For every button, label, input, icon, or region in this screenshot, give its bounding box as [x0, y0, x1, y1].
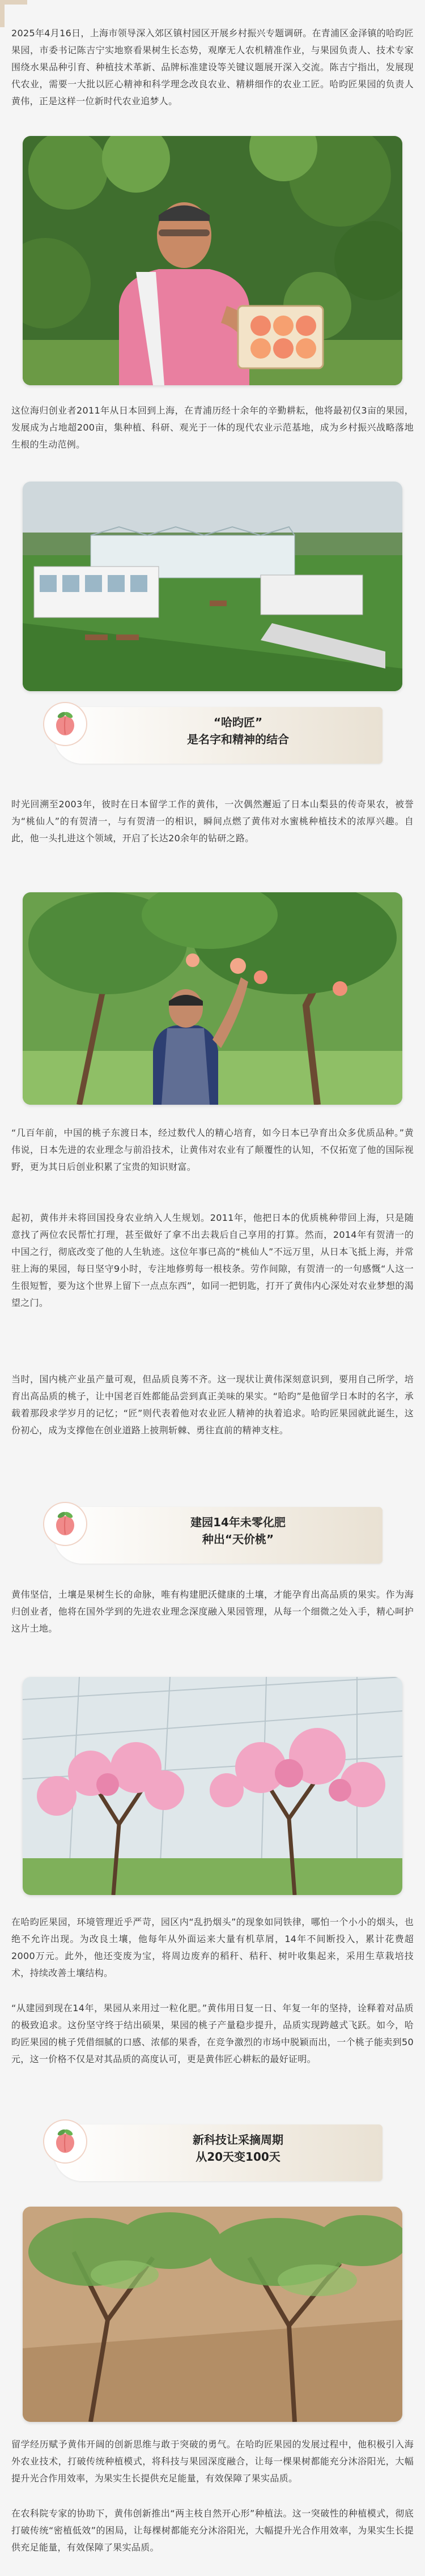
banner-line-1: 新科技让采摘周期	[193, 2133, 283, 2147]
banner-line-2: 是名字和精神的结合	[187, 733, 289, 746]
farmer-photo-illustration	[23, 136, 402, 385]
farmer-picking-peaches-photo	[23, 892, 402, 1105]
peach-icon	[42, 2119, 88, 2164]
peach-tree-canopy-photo	[23, 2207, 402, 2422]
origin-paragraph: 时光回溯至2003年，彼时在日本留学工作的黄伟，一次偶然邂逅了日本山梨县的传奇果农，被誉为“桃仙人”的有贺清一，与有贺清一的相识，瞬间点燃了黄伟对水蜜桃种植技术的浓厚兴趣。自此，他一头扎进这个领域，开启了长达20余年的钻研之路。	[11, 799, 414, 844]
turning-point-paragraph: 起初，黄伟并未将回国投身农业纳入人生规划。2011年，他把日本的优质桃种带回上海，只是随意找了两位农民帮忙打理，甚至做好了拿不出去栽后自己享用的打算。然而，2014年有贺清一的中国之行，彻底改变了他的人生轨迹。这位年事已高的“桃仙人”不远万里，从日本飞抵上海，并常驻上海的果园，每日坚守9小时，专注地修剪每一根枝条。劳作间隙，有贺清一的一句感慨“人这一生很短暂，要为这个世界上留下一点点东西”，如同一把钥匙，打开了黄伟内心深处对农业梦想的渴望之门。	[11, 1212, 414, 1308]
farmer-holding-peach-box-photo	[23, 136, 402, 385]
peach-icon	[42, 701, 88, 747]
intro-paragraph: 2025年4月16日，上海市领导深入郊区镇村园区开展乡村振兴专题调研。在青浦区金泽镇的哈昀匠果园，市委书记陈吉宁实地察看果树生长态势，观摩无人农机精准作业，与果园负责人、技术专家围绕水果品种引育、种植技术革新、品牌标准建设等关键议题展开深入交流。陈吉宁指出，发展现代农业，需要一大批以匠心精神和科学理念改良农业、精耕细作的农业工匠。哈昀匠果园的负责人黄伟，正是这样一位新时代农业追梦人。	[11, 28, 414, 107]
japan-history-paragraph: “几百年前，中国的桃子东渡日本，经过数代人的精心培育，如今日本已孕育出众多优质品种。”黄伟说，日本先进的农业理念与前沿技术，让黄伟对农业有了颠覆性的认知，不仅拓宽了他的国际视野，更为其日后创业积累了宝贵的知识财富。	[11, 1127, 414, 1172]
greenhouse-illustration	[23, 482, 402, 691]
soil-paragraph: 黄伟坚信，土壤是果树生长的命脉，唯有构建肥沃健康的土壤，才能孕育出高品质的果实。作为海归创业者，他将在国外学到的先进农业理念深度融入果园管理，从每一个细微之处入手，精心呵护这片土地。	[11, 1589, 414, 1634]
brand-origin-paragraph: 当时，国内桃产业虽产量可观，但品质良莠不齐。这一现状让黄伟深刻意识到，要用自己所学，培育出高品质的桃子，让中国老百姓都能品尝到真正美味的果实。“哈昀”是他留学日本时的名字，承载着那段求学岁月的记忆；“匠”则代表着他对农业匠人精神的执着追求。哈昀匠果园就此诞生，这份初心，成为支撑他在创业道路上披荆斩棘、勇往直前的精神支柱。	[11, 1374, 414, 1436]
picking-illustration	[23, 892, 402, 1105]
banner-line-1: 建园14年未零化肥	[190, 1515, 286, 1529]
no-fertilizer-paragraph: “从建园到现在14年，果园从来用过一粒化肥。”黄伟用日复一日、年复一年的坚持，诠释着对品质的极致追求。这份坚守终于结出硕果，果园的桃子产量稳步提升，品质实现跨越式飞跃。如今，哈昀匠果园的桃子凭借细腻的口感、浓郁的果香，在竞争激烈的市场中脱颖而出，一个桃子能卖到50元，这一价格不仅是对其品质的高度认可，更是黄伟匠心耕耘的最好证明。	[11, 2003, 414, 2064]
peach-icon	[42, 1501, 88, 1547]
blossom-illustration	[23, 1677, 402, 1895]
banner-title	[105, 1514, 371, 1548]
environment-paragraph: 在哈昀匠果园，环境管理近乎严苛，园区内“乱扔烟头”的现象如同铁律，哪怕一个小小的烟头，也绝不允许出现。为改良土壤，他每年从外面运来大量有机草屑，14年不间断投入，累计花费超2000万元。此外，他还变废为宝，将周边废弃的稻秆、秸秆、树叶收集起来，采用生草栽培技术，持续改善土壤结构。	[11, 1917, 414, 1978]
canopy-illustration	[23, 2207, 402, 2422]
corner-decoration	[0, 0, 27, 27]
innovation-paragraph: 留学经历赋予黄伟开阔的创新思维与敢于突破的勇气。在哈昀匠果园的发展过程中，他积极引入海外农业技术，打破传统种植模式，将科技与果园深度融合，让每一棵果树都能充分沐浴阳光，大幅提升光合作用效率，为果实生长提供充足能量，有效保障了果实品质。	[11, 2439, 414, 2484]
founder-paragraph: 这位海归创业者2011年从日本回到上海，在青浦历经十余年的辛勤耕耘，他将最初仅3亩的果园，发展成为占地超200亩，集种植、科研、观光于一体的现代农业示范基地，成为乡村振兴战略落地生根的生动范例。	[11, 405, 414, 450]
banner-line-2: 种出“天价桃”	[202, 1532, 274, 1546]
orchard-greenhouse-photo	[23, 482, 402, 691]
section-banner-no-fertilizer	[42, 1501, 382, 1564]
banner-line-2: 从20天变100天	[196, 2150, 280, 2164]
peach-blossom-greenhouse-photo	[23, 1677, 402, 1895]
section-banner-haaunjiang	[42, 701, 382, 764]
planting-method-paragraph: 在农科院专家的协助下，黄伟创新推出“两主枝自然开心形”种植法。这一突破性的种植模式，彻底打破传统“密植低效”的困局，让每棵树都能充分沐浴阳光，大幅提升光合作用效率，为果实生长提供充足能量，有效保障了果实品质。	[11, 2508, 414, 2553]
section-banner-technology	[42, 2119, 382, 2181]
banner-title	[105, 2131, 371, 2165]
banner-title	[105, 714, 371, 748]
banner-line-1: “哈昀匠”	[213, 716, 263, 729]
